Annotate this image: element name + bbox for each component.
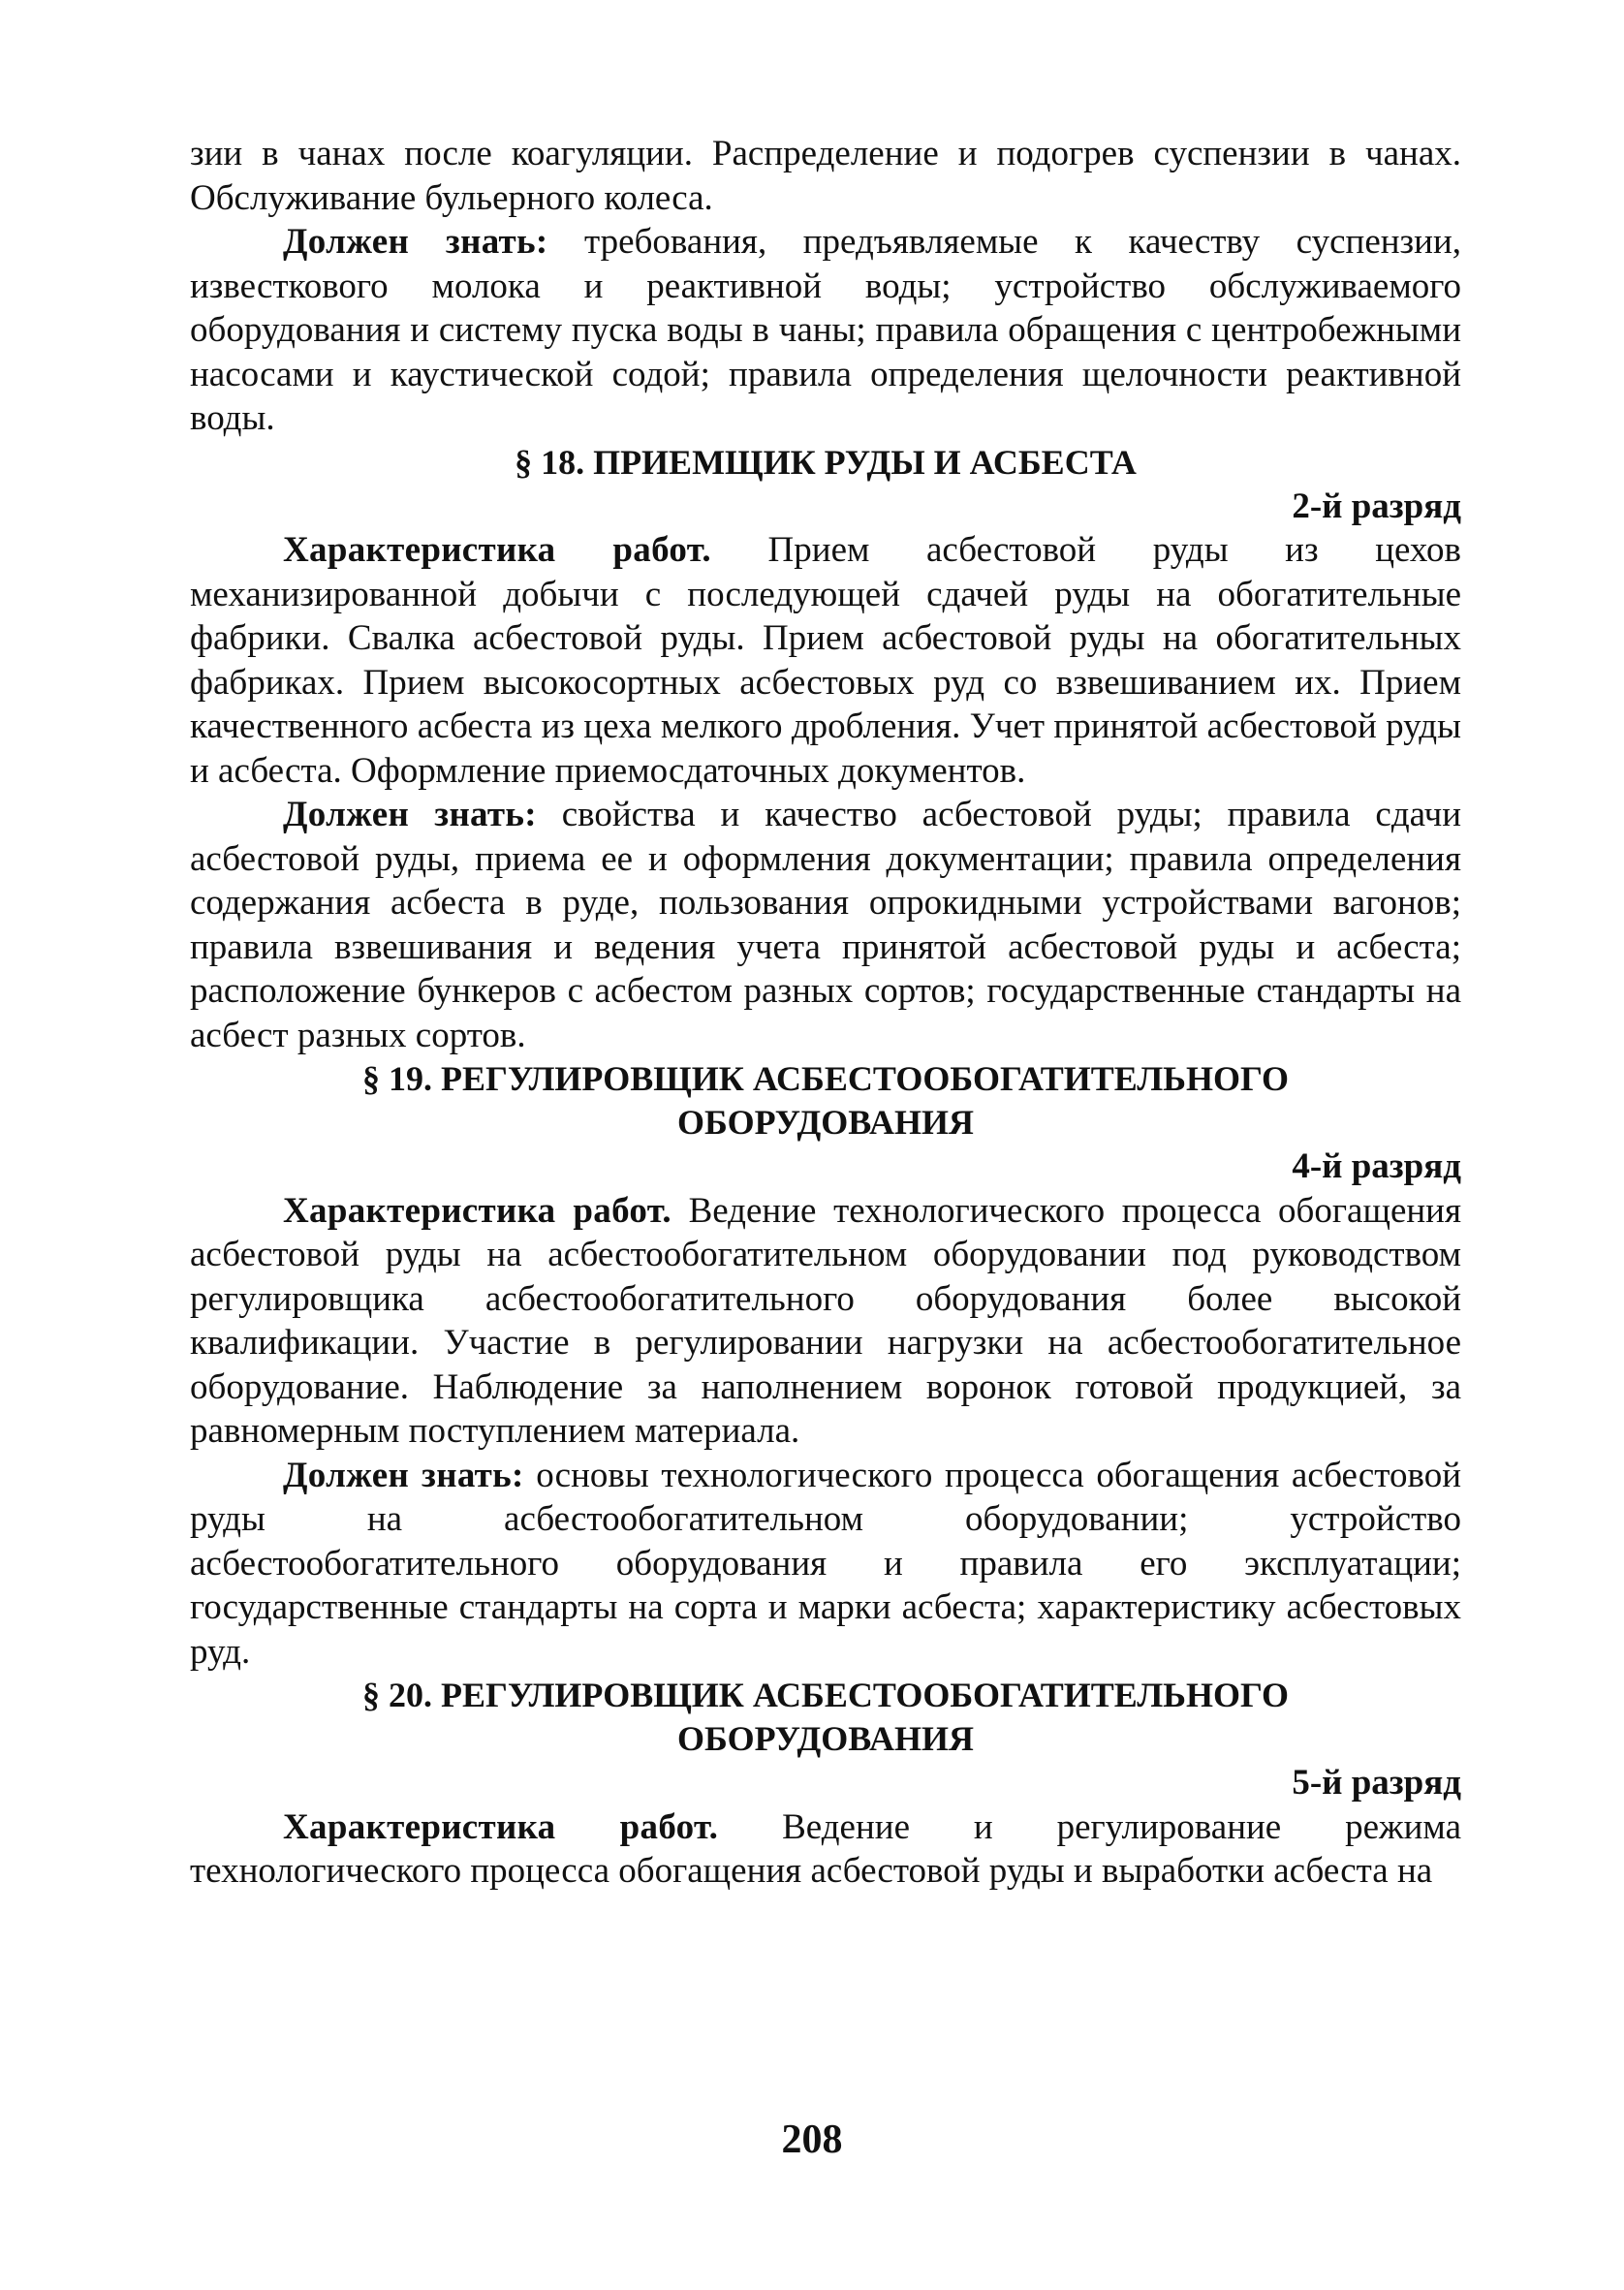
know-text: основы технологического процесса обогащения асбестовой руды на асбестообогатительном оборудовании; устройство асбестообогатительного оборудования и правила его эксплуатации; государственные стандарты на сорта и марки асбеста; характеристику асбестовых руд. bbox=[190, 1455, 1462, 1672]
work-label: Характеристика работ. bbox=[283, 530, 711, 570]
section-20-work-paragraph bbox=[190, 1805, 1461, 1894]
work-label: Характеристика работ. bbox=[283, 1190, 671, 1231]
section-20-grade: 5-й разряд bbox=[1292, 1763, 1461, 1803]
section-19-work-paragraph bbox=[190, 1189, 1461, 1454]
section-18-title: § 18. ПРИЕМЩИК РУДЫ И АСБЕСТА bbox=[515, 442, 1137, 482]
section-19-title-line2: ОБОРУДОВАНИЯ bbox=[677, 1103, 974, 1142]
section-20-title-line1: § 20. РЕГУЛИРОВЩИК АСБЕСТООБОГАТИТЕЛЬНОГО bbox=[362, 1676, 1289, 1714]
section-18-work-paragraph bbox=[190, 528, 1461, 793]
document-page bbox=[190, 132, 1461, 1894]
know-label: Должен знать: bbox=[283, 1455, 524, 1495]
work-text: Ведение технологического процесса обогащения асбестовой руды на асбестообогатительном оборудовании под руководством регулировщика асбестообогатительного оборудования более высокой квалификации. Участие в регулировании нагрузки на асбестообогатительное оборудование. Наблюдение за наполнением воронок готовой продукцией, за равномерным поступлением материала. bbox=[190, 1190, 1462, 1451]
must-know-label: Должен знать: bbox=[283, 222, 548, 262]
must-know-text: требования, предъявляемые к качеству суспензии, известкового молока и реактивной воды; устройство обслуживаемого оборудования и систему пуска воды в чаны; правила обращения с центробежными насосами и каустической содой; правила определения щелочности реактивной воды. bbox=[190, 222, 1462, 438]
know-text: свойства и качество асбестовой руды; правила сдачи асбестовой руды, приема ее и оформления документации; правила определения содержания асбеста в руде, пользования опрокидными устройствами вагонов; правила взвешивания и ведения учета принятой асбестовой руды и асбеста; расположение бункеров с асбестом разных сортов; государственные стандарты на асбест разных сортов. bbox=[190, 795, 1461, 1055]
know-label: Должен знать: bbox=[283, 795, 537, 834]
section-19-title-line1: § 19. РЕГУЛИРОВЩИК АСБЕСТООБОГАТИТЕЛЬНОГО bbox=[362, 1059, 1289, 1098]
page-number: 208 bbox=[781, 2117, 843, 2162]
work-label: Характеристика работ. bbox=[283, 1806, 719, 1847]
section-19-grade: 4-й разряд bbox=[1292, 1146, 1461, 1186]
section-20-title-line2: ОБОРУДОВАНИЯ bbox=[677, 1719, 974, 1758]
intro-paragraph: зии в чанах после коагуляции. Распределение и подогрев суспензии в чанах. Обслуживание бульерного колеса. bbox=[190, 134, 1461, 218]
section-18-grade: 2-й разряд bbox=[1292, 486, 1461, 526]
section-19-know-paragraph bbox=[190, 1454, 1461, 1675]
work-text: Прием асбестовой руды из цехов механизированной добычи с последующей сдачей руды на обогатительные фабрики. Свалка асбестовой руды. Прием асбестовой руды на обогатительных фабриках. Прием высокосортных асбестовых руд со взвешиванием их. Прием качественного асбеста из цеха мелкого дробления. Учет принятой асбестовой руды и асбеста. Оформление приемосдаточных документов. bbox=[190, 530, 1461, 791]
intro-must-know-paragraph bbox=[190, 220, 1461, 441]
section-18-know-paragraph bbox=[190, 793, 1461, 1057]
work-text: Ведение и регулирование режима технологического процесса обогащения асбестовой руды и выработки асбеста на bbox=[190, 1806, 1461, 1891]
